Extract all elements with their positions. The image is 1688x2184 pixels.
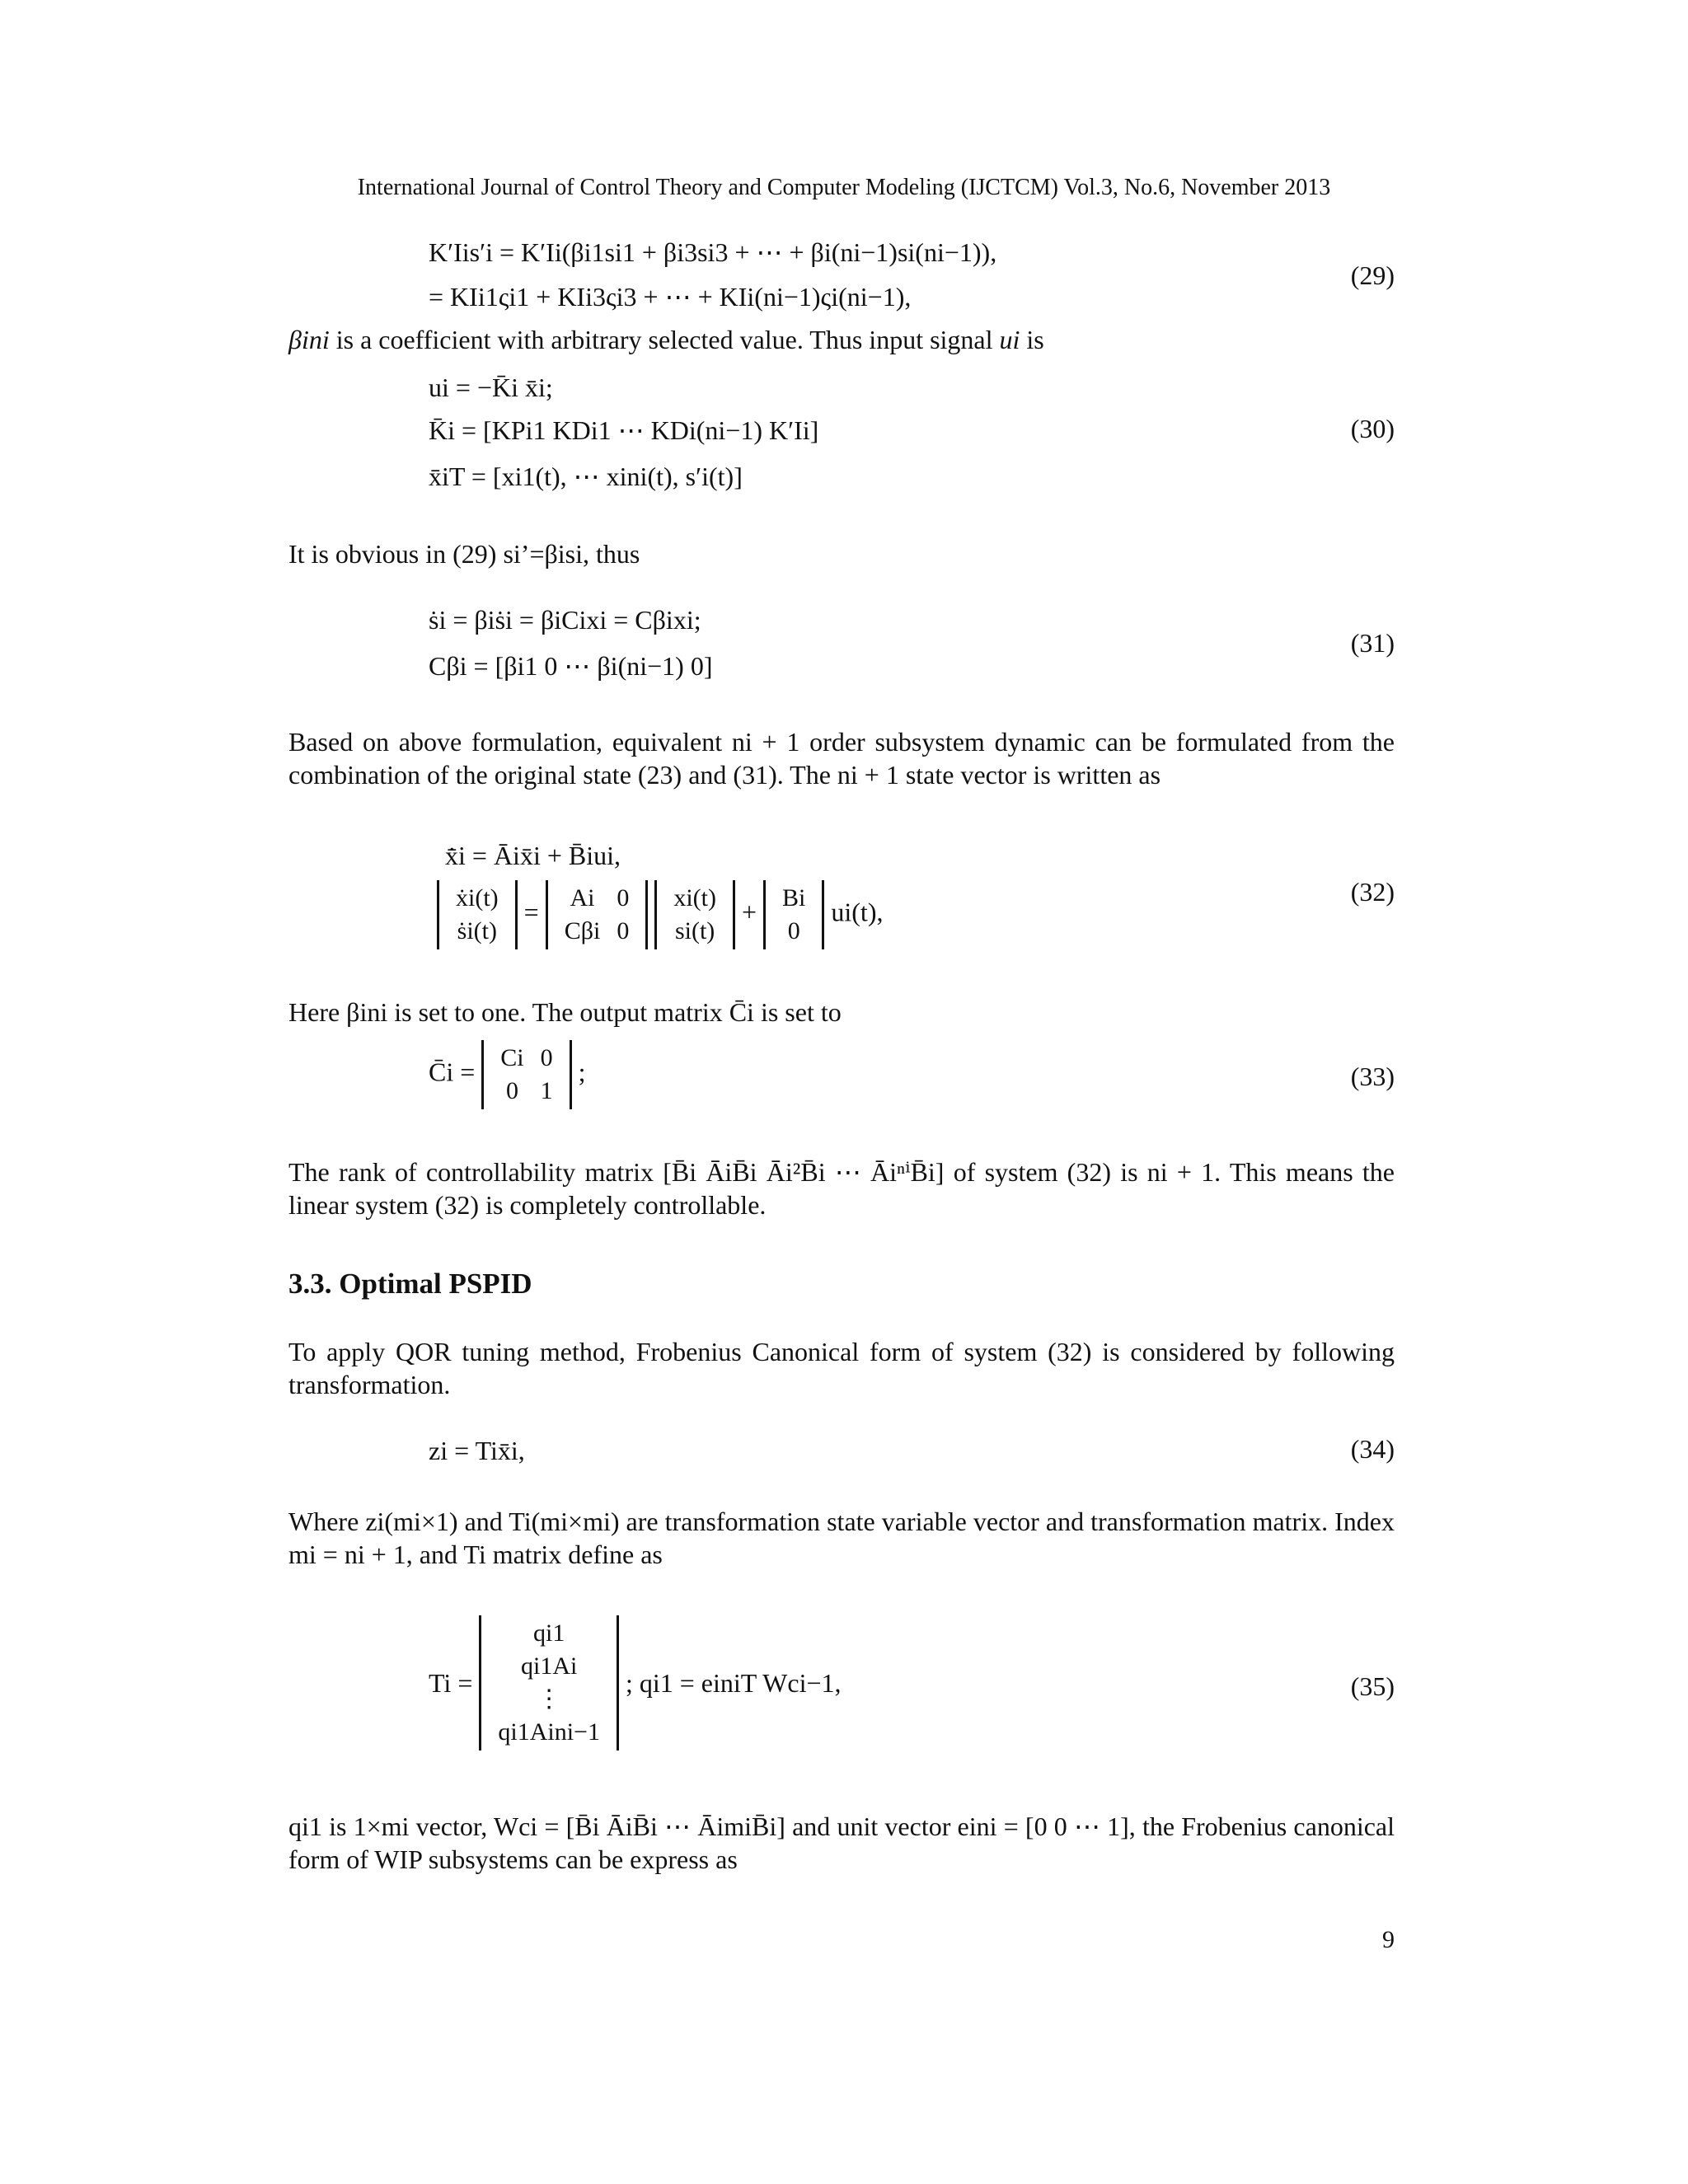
equation-35-lhs: Ti =: [429, 1668, 473, 1698]
matrix-cell: ẋi(t): [456, 884, 499, 912]
paragraph-qor: To apply QOR tuning method, Frobenius Canonical form of system (32) is considered by following transformation.: [288, 1337, 1395, 1399]
input-matrix: [763, 880, 824, 949]
matrix-cell: xi(t): [673, 884, 716, 912]
paragraph-formulation: Based on above formulation, equivalent ni + 1 order subsystem dynamic can be formulated from the combination of the original state (23) and (31). The ni + 1 state vector is written as: [288, 727, 1395, 790]
equation-30-line-3: x̄iT = [xi1(t), ⋯ xini(t), s′i(t)]: [429, 462, 743, 491]
equation-35-rhs: ; qi1 = einiT Wci−1,: [625, 1668, 842, 1698]
matrix-cell: ⋮: [537, 1685, 562, 1713]
equals-sign: =: [523, 897, 546, 927]
equation-30-line-2: K̄i = [KPi1 KDi1 ⋯ KDi(ni−1) K′Ii]: [429, 415, 819, 445]
equation-33: [429, 1040, 586, 1109]
matrix-cell: qi1: [532, 1619, 565, 1647]
equation-30-line-1: ui = −K̄i x̄i;: [429, 373, 553, 402]
equation-34: zi = Tix̄i,: [429, 1436, 525, 1465]
matrix-cell: qi1Ai: [520, 1652, 578, 1680]
paragraph-beta-coefficient: [288, 323, 1395, 356]
matrix-cell: 0: [617, 917, 630, 944]
matrix-cell: Cβi: [564, 917, 601, 944]
equation-35: [429, 1615, 842, 1750]
matrix-cell: Bi: [782, 884, 806, 912]
equation-32-matrix-form: [437, 880, 883, 949]
paragraph-transformation: Where zi(mi×1) and Ti(mi×mi) are transformation state variable vector and transformation matrix. Index mi = ni + 1, and Ti matrix define as: [288, 1507, 1395, 1569]
input-signal-var: ui: [999, 325, 1020, 354]
page-number: 9: [1382, 1926, 1395, 1953]
equation-32-tail: ui(t),: [831, 897, 884, 927]
equation-33-number: (33): [1350, 1062, 1395, 1091]
matrix-cell: Ai: [570, 884, 595, 912]
equation-31-line-1: ṡi = βiṡi = βiCixi = Cβixi;: [429, 605, 701, 635]
beta-symbol: βini: [288, 325, 330, 354]
state-vector: [654, 880, 735, 949]
equation-31-line-2: Cβi = [βi1 0 ⋯ βi(ni−1) 0]: [429, 651, 713, 681]
paragraph-text: is a coefficient with arbitrary selected value. Thus input signal: [329, 325, 1000, 354]
state-derivative-vector: [437, 880, 518, 949]
equation-32-number: (32): [1350, 877, 1395, 907]
equation-32-line-1: x̄̇i = Āix̄i + B̄iui,: [445, 841, 621, 870]
output-matrix: [481, 1040, 571, 1109]
paragraph-controllability: The rank of controllability matrix [B̄i ĀiB̄i Āi²B̄i ⋯ ĀiⁿⁱB̄i] of system (32) is ni + 1. This means the linear system (32) is completely controllable.: [288, 1157, 1395, 1220]
equation-33-lhs: C̄i =: [429, 1057, 476, 1087]
plus-sign: +: [741, 897, 764, 927]
transformation-matrix: [479, 1615, 619, 1750]
matrix-cell: ṡi(t): [457, 917, 497, 944]
matrix-cell: 0: [505, 1077, 518, 1104]
equation-33-tail: ;: [578, 1057, 586, 1087]
paragraph-output-matrix: Here βini is set to one. The output matrix C̄i is set to: [288, 997, 842, 1027]
equation-30-number: (30): [1350, 414, 1395, 443]
running-header: International Journal of Control Theory and Computer Modeling (IJCTCM) Vol.3, No.6, November 2013: [357, 175, 1331, 200]
matrix-cell: qi1Aini−1: [498, 1718, 600, 1746]
section-heading: 3.3. Optimal PSPID: [288, 1268, 532, 1300]
matrix-cell: 0: [617, 884, 630, 912]
paragraph-obvious: It is obvious in (29) si’=βisi, thus: [288, 539, 640, 569]
equation-35-number: (35): [1350, 1671, 1395, 1701]
matrix-cell: 0: [540, 1044, 553, 1071]
equation-34-number: (34): [1350, 1434, 1395, 1464]
equation-29-line-2: = KIi1ςi1 + KIi3ςi3 + ⋯ + KIi(ni−1)ςi(ni−1),: [429, 282, 912, 312]
paragraph-suffix: is: [1020, 325, 1044, 354]
paragraph-frobenius: qi1 is 1×mi vector, Wci = [B̄i ĀiB̄i ⋯ ĀimiB̄i] and unit vector eini = [0 0 ⋯ 1], the Frobenius canonical form of WIP subsystems can be express as: [288, 1811, 1395, 1874]
matrix-cell: Ci: [500, 1044, 524, 1071]
matrix-cell: 0: [787, 917, 800, 944]
matrix-cell: si(t): [674, 917, 715, 944]
equation-29-line-1: K′Iis′i = K′Ii(βi1si1 + βi3si3 + ⋯ + βi(ni−1)si(ni−1)),: [429, 237, 997, 267]
equation-29-number: (29): [1350, 260, 1395, 290]
equation-31-number: (31): [1350, 628, 1395, 658]
matrix-cell: 1: [540, 1077, 553, 1104]
system-matrix: [546, 880, 649, 949]
